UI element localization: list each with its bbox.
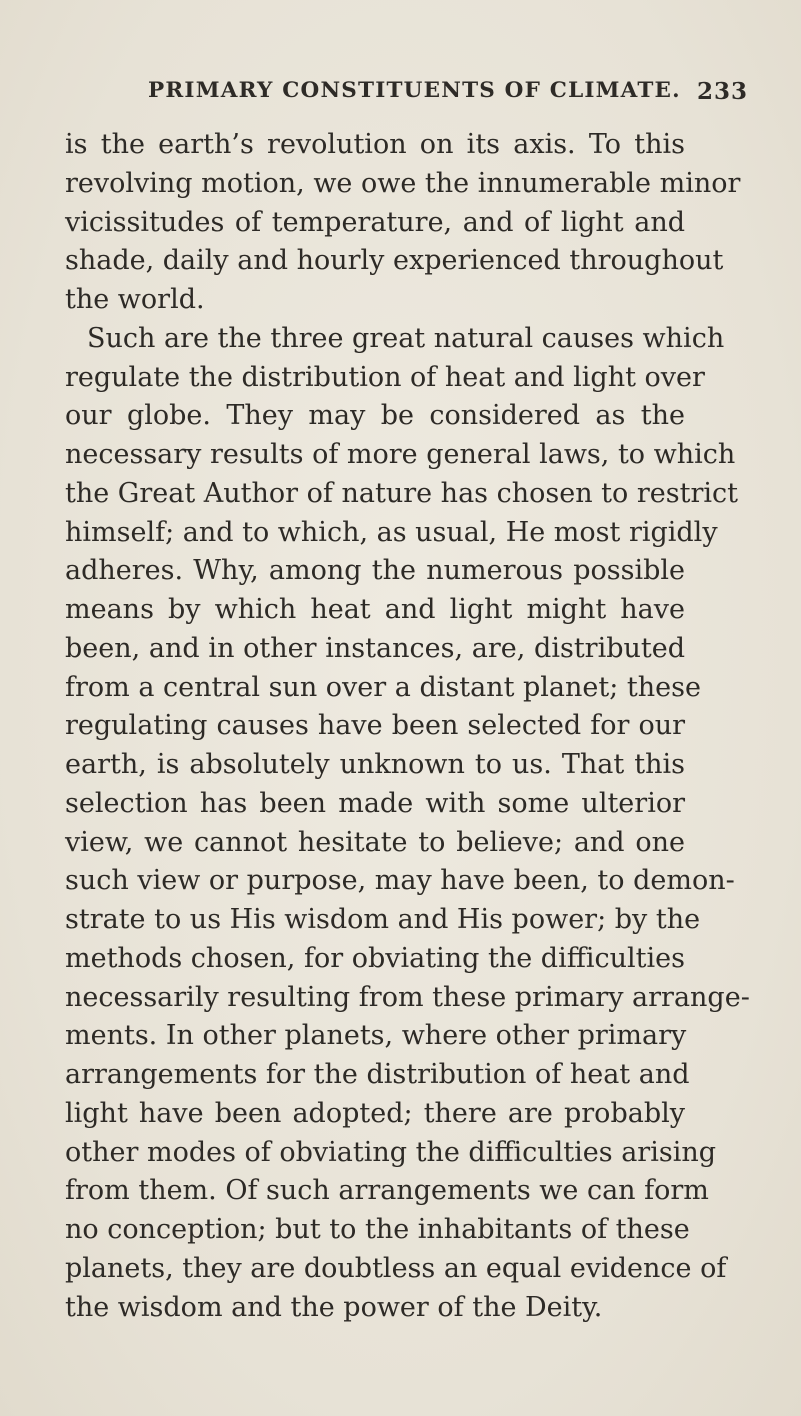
text-line: necessary results of more general laws, to which (65, 439, 736, 470)
text-line: revolving motion, we owe the innumerable minor (65, 167, 741, 199)
text-line: from a central sun over a distant planet; these (65, 671, 701, 703)
text-line: from them. Of such arrangements we can form (65, 1175, 709, 1207)
text-line: ments. In other planets, where other primary (65, 1020, 687, 1052)
text-line: shade, daily and hourly experienced throughout (65, 245, 724, 277)
text-line: other modes of obviating the difficulties arising (65, 1136, 717, 1168)
text-line: been, and in other instances, are, distributed (65, 632, 685, 664)
text-line: is the earth’s revolution on its axis. To this (65, 129, 685, 160)
text-line: methods chosen, for obviating the difficulties (65, 942, 685, 974)
body-text (65, 126, 750, 1327)
text-line: vicissitudes of temperature, and of light and (65, 206, 685, 238)
text-line: adheres. Why, among the numerous possible (65, 555, 685, 587)
text-line: view, we cannot hesitate to believe; and one (65, 826, 685, 858)
paragraph-start-line: Such are the three great natural causes which (87, 322, 725, 354)
paragraph-end-line: the wisdom and the power of the Deity. (65, 1291, 603, 1323)
paragraph-end-line: the world. (65, 284, 205, 315)
text-line: means by which heat and light might have (65, 594, 685, 625)
text-line: such view or purpose, may have been, to demon- (65, 865, 735, 897)
text-line: our globe. They may be considered as the (65, 400, 685, 432)
text-line: regulating causes have been selected for our (65, 710, 685, 742)
text-line: light have been adopted; there are probably (65, 1097, 685, 1129)
text-line: regulate the distribution of heat and light over (65, 361, 705, 393)
running-head (0, 78, 801, 112)
running-title: PRIMARY CONSTITUENTS OF CLIMATE. (148, 78, 681, 103)
text-line: himself; and to which, as usual, He most rigidly (65, 516, 718, 548)
text-line: selection has been made with some ulterior (65, 787, 685, 819)
text-line: planets, they are doubtless an equal evidence of (65, 1252, 727, 1284)
text-line: strate to us His wisdom and His power; by the (65, 904, 701, 935)
text-line: no conception; but to the inhabitants of these (65, 1214, 690, 1245)
text-line: arrangements for the distribution of heat and (65, 1059, 690, 1090)
text-line: earth, is absolutely unknown to us. That this (65, 749, 685, 780)
text-line: the Great Author of nature has chosen to restrict (65, 477, 738, 509)
text-line: necessarily resulting from these primary arrange- (65, 981, 750, 1013)
page-number: 233 (697, 78, 749, 105)
